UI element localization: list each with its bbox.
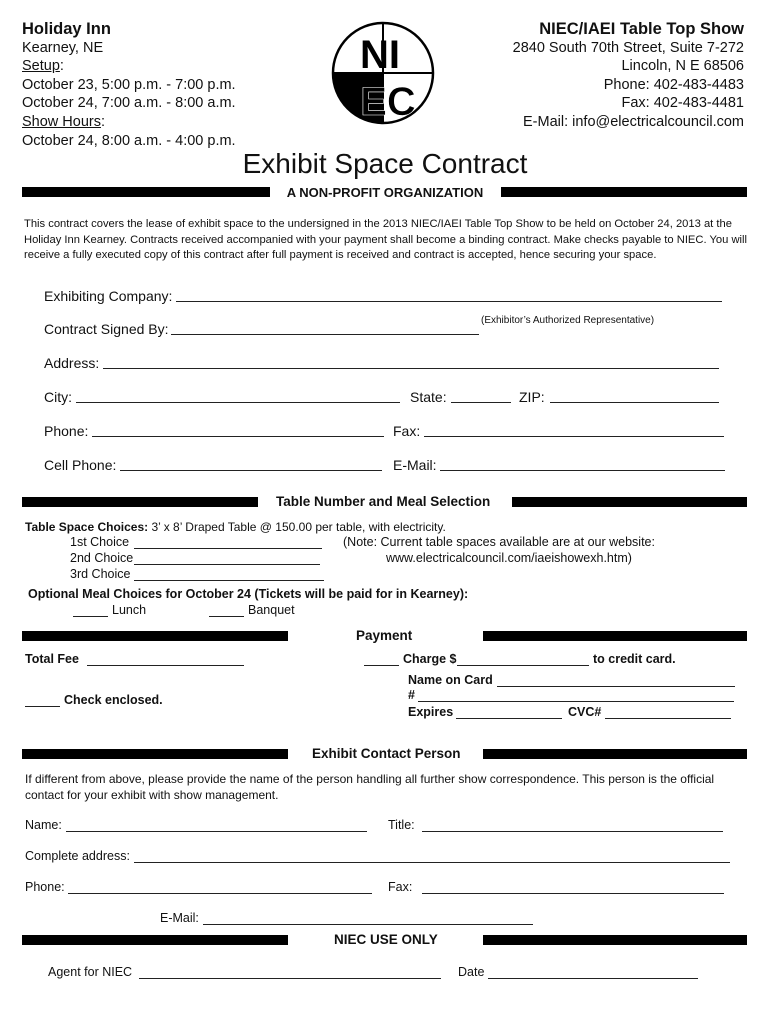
- second-choice-field[interactable]: [134, 551, 320, 565]
- niec-logo: [330, 20, 436, 126]
- first-choice-field[interactable]: [134, 535, 322, 549]
- third-choice-label: 3rd Choice: [70, 567, 131, 581]
- contact-heading: Exhibit Contact Person: [312, 746, 461, 761]
- banquet-field[interactable]: [209, 603, 244, 617]
- expires-label: Expires: [408, 705, 454, 719]
- setup-colon: :: [59, 58, 64, 75]
- card-number-label: #: [408, 688, 415, 702]
- banquet-label: Banquet: [248, 603, 295, 617]
- setup-time-2: October 24, 7:00 a.m. - 8:00 a.m.: [22, 95, 236, 112]
- total-fee-label: Total Fee: [25, 652, 79, 666]
- divider-bar: [22, 497, 258, 507]
- table-section-heading: Table Number and Meal Selection: [276, 494, 491, 509]
- header-right: [513, 20, 744, 132]
- logo-text-bottom: EC: [360, 80, 416, 124]
- signed-by-note: (Exhibitor’s Authorized Representative): [481, 315, 655, 326]
- setup-label: Setup: [22, 58, 60, 75]
- divider-bar: [512, 497, 747, 507]
- company-label: Exhibiting Company:: [44, 288, 173, 304]
- cell-phone-label: Cell Phone:: [44, 457, 117, 473]
- org-address: 2840 South 70th Street, Suite 7-272: [512, 39, 744, 56]
- charge-label: Charge $: [403, 652, 457, 666]
- org-fax: Fax: 402-483-4481: [621, 95, 744, 112]
- divider-bar: [22, 935, 288, 945]
- company-field[interactable]: [176, 287, 722, 302]
- setup-heading: [22, 57, 236, 76]
- divider-bar: [501, 187, 747, 197]
- setup-time-1: October 23, 5:00 p.m. - 7:00 p.m.: [22, 76, 236, 93]
- org-city: Lincoln, N E 68506: [621, 58, 744, 75]
- contact-fax-field[interactable]: [422, 880, 724, 894]
- signed-by-field[interactable]: [171, 320, 479, 335]
- date-field[interactable]: [488, 965, 698, 979]
- cvc-field[interactable]: [605, 705, 731, 719]
- contact-name-label: Name:: [25, 818, 62, 832]
- city-field[interactable]: [76, 388, 400, 403]
- contact-address-field[interactable]: [134, 849, 730, 863]
- zip-label: ZIP:: [519, 389, 545, 405]
- contact-intro: If different from above, please provide the name of the person handling all further show correspondence. This person is the official contact for your exhibit with show management.: [25, 772, 715, 802]
- subtitle: A NON-PROFIT ORGANIZATION: [286, 185, 484, 200]
- divider-bar: [483, 935, 747, 945]
- divider-bar: [483, 749, 747, 759]
- first-choice-label: 1st Choice: [70, 535, 130, 549]
- cvc-label: CVC#: [568, 705, 602, 719]
- show-hours-colon: :: [100, 113, 106, 130]
- divider-bar: [22, 749, 288, 759]
- divider-bar: [483, 631, 747, 641]
- header-left: [22, 20, 236, 150]
- name-on-card-label: Name on Card: [408, 673, 493, 687]
- divider-bar: [22, 631, 288, 641]
- org-phone: Phone: 402-483-4483: [603, 76, 744, 93]
- show-hours-time: October 24, 8:00 a.m. - 4:00 p.m.: [22, 132, 236, 149]
- state-field[interactable]: [451, 388, 511, 403]
- venue-name: Holiday Inn: [22, 20, 111, 38]
- date-label: Date: [458, 965, 485, 979]
- logo-text-top: NI: [360, 33, 400, 77]
- contact-email-field[interactable]: [203, 911, 533, 925]
- office-heading: NIEC USE ONLY: [334, 932, 438, 947]
- email-label: E-Mail:: [393, 457, 437, 473]
- contact-phone-field[interactable]: [68, 880, 372, 894]
- org-email: E-Mail: info@electricalcouncil.com: [522, 113, 744, 130]
- page-title: Exhibit Space Contract: [242, 148, 528, 179]
- zip-field[interactable]: [550, 388, 719, 403]
- fax-field[interactable]: [424, 422, 724, 437]
- check-enclosed-field[interactable]: [25, 693, 60, 707]
- address-label: Address:: [44, 355, 100, 371]
- to-credit-card-label: to credit card.: [593, 652, 676, 666]
- second-choice-label: 2nd Choice: [70, 551, 134, 565]
- signed-by-label: Contract Signed By:: [44, 321, 169, 337]
- table-choices-desc: 3’ x 8’ Draped Table @ 150.00 per table, with electricity.: [148, 520, 446, 534]
- address-field[interactable]: [103, 354, 719, 369]
- payment-heading: Payment: [356, 628, 413, 643]
- cell-phone-field[interactable]: [120, 456, 382, 471]
- contact-fax-label: Fax:: [388, 880, 413, 894]
- city-label: City:: [44, 389, 72, 405]
- email-field[interactable]: [440, 456, 725, 471]
- contact-title-field[interactable]: [422, 818, 723, 832]
- check-enclosed-label: Check enclosed.: [64, 693, 163, 707]
- third-choice-field[interactable]: [134, 567, 324, 581]
- expires-field[interactable]: [456, 705, 562, 719]
- card-number-field[interactable]: [418, 688, 734, 702]
- show-title: NIEC/IAEI Table Top Show: [539, 20, 744, 38]
- contact-title-label: Title:: [388, 818, 415, 832]
- intro-paragraph: This contract covers the lease of exhibit space to the undersigned in the 2013 NIEC/IAEI Table Top Show to be held on October 24, 2013 at the Holiday Inn Kearney. Contracts received accompanied with your payment shall become a binding contract. Make checks payable to NIEC. You will receive a fully executed copy of this contract after full payment is received and contract is accepted, hence securing your space.: [24, 218, 748, 261]
- fax-label: Fax:: [393, 423, 421, 439]
- contact-address-label: Complete address:: [25, 849, 130, 863]
- phone-field[interactable]: [92, 422, 384, 437]
- agent-label: Agent for NIEC: [48, 965, 133, 979]
- table-choices-label: Table Space Choices:: [25, 520, 149, 534]
- contact-email-label: E-Mail:: [160, 911, 199, 925]
- show-hours-label: Show Hours: [22, 113, 101, 130]
- state-label: State:: [410, 389, 447, 405]
- lunch-field[interactable]: [73, 603, 108, 617]
- meal-heading: Optional Meal Choices for October 24 (Tickets will be paid for in Kearney):: [28, 587, 469, 601]
- show-hours-heading: [22, 113, 236, 132]
- charge-check-field[interactable]: [364, 652, 399, 666]
- venue-city: Kearney, NE: [22, 39, 104, 56]
- website-note: (Note: Current table spaces available are at our website:: [343, 535, 655, 549]
- table-choices-line: [25, 520, 446, 534]
- total-fee-field[interactable]: [87, 652, 244, 666]
- charge-amount-field[interactable]: [457, 652, 589, 666]
- name-on-card-field[interactable]: [497, 673, 735, 687]
- website-link[interactable]: www.electricalcouncil.com/iaeishowexh.htm): [386, 551, 632, 565]
- agent-field[interactable]: [139, 965, 441, 979]
- phone-label: Phone:: [44, 423, 89, 439]
- contact-name-field[interactable]: [66, 818, 367, 832]
- lunch-label: Lunch: [112, 603, 147, 617]
- contact-phone-label: Phone:: [25, 880, 65, 894]
- niec-logo-icon: [330, 20, 436, 126]
